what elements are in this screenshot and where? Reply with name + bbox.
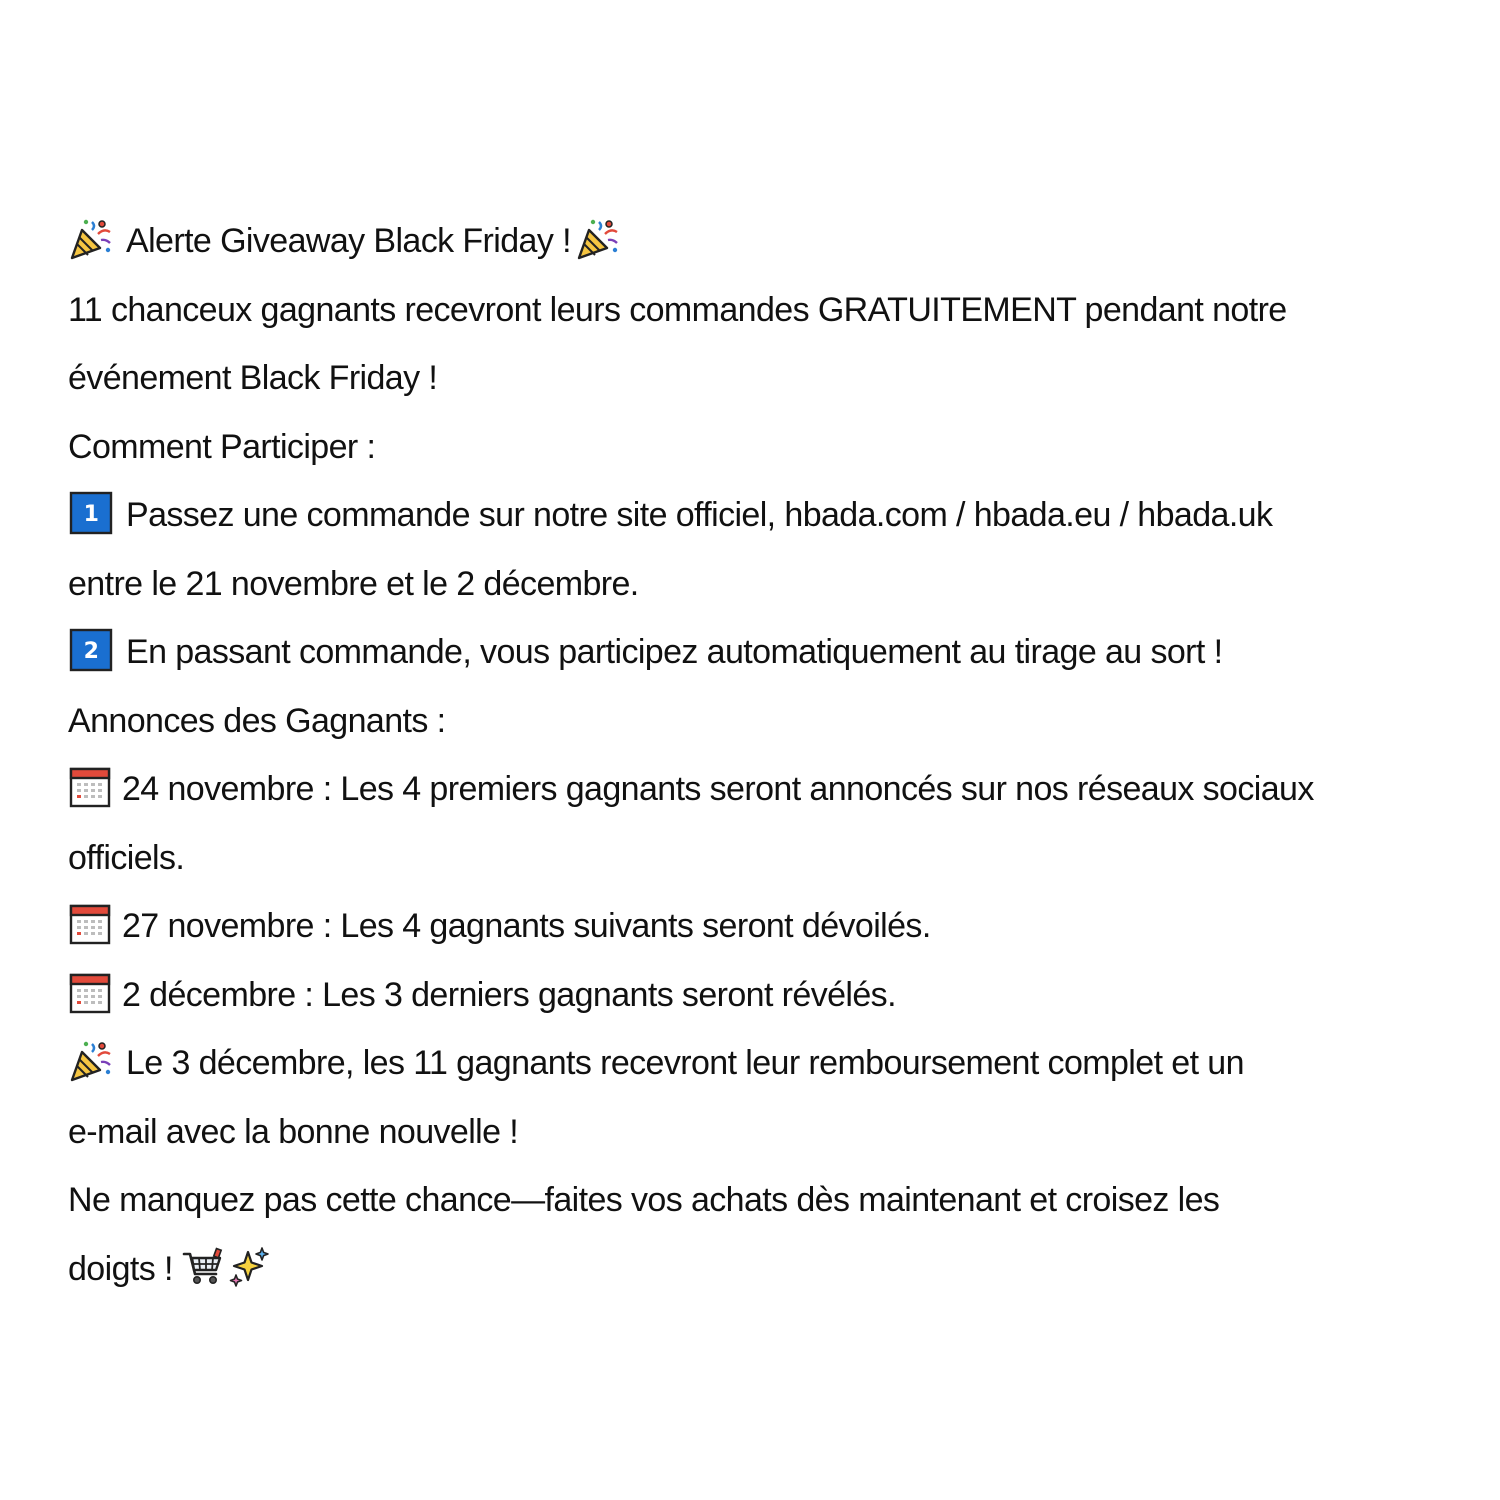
how-to-heading: Comment Participer : [68,427,376,466]
date-2-line [68,892,1458,961]
keycap-2-label: 2 [83,639,99,665]
date-2-text: 27 novembre : Les 4 gagnants suivants seront dévoilés. [122,907,931,945]
step-1-line-2: entre le 21 novembre et le 2 décembre. [68,564,639,603]
party-popper-icon [575,216,621,262]
closing-line-1: Ne manquez pas cette chance—faites vos achats dès maintenant et croisez les [68,1181,1220,1219]
intro-line-1: 11 chanceux gagnants recevront leurs commandes GRATUITEMENT pendant notre [68,290,1287,329]
calendar-icon [68,765,112,809]
post-title: Alerte Giveaway Black Friday ! [126,222,571,260]
calendar-icon [68,971,112,1015]
closing-text: doigts ! [68,1249,173,1288]
date-1-text: 24 novembre : Les 4 premiers gagnants seront annoncés sur nos réseaux sociaux [122,770,1314,808]
date-3-text: 2 décembre : Les 3 derniers gagnants seront révélés. [122,975,896,1014]
title-line [68,207,1458,276]
keycap-2-icon [68,627,114,673]
refund-line-2: e-mail avec la bonne nouvelle ! [68,1112,519,1151]
closing-line-2 [68,1235,1458,1304]
party-popper-icon [68,1038,114,1084]
refund-line [68,1029,1458,1098]
giveaway-post [68,207,1458,1303]
date-1-line-2: officiels. [68,838,185,877]
date-3-line [68,961,1458,1030]
date-1-line [68,755,1458,824]
step-1-text: Passez une commande sur notre site officiel, hbada.com / hbada.eu / hbada.uk [126,496,1273,534]
refund-text: Le 3 décembre, les 11 gagnants recevront leur remboursement complet et un [126,1044,1244,1082]
intro-line-2: événement Black Friday ! [68,359,438,397]
step-2-line [68,618,1458,687]
winners-heading: Annonces des Gagnants : [68,701,446,740]
party-popper-icon [68,216,114,262]
step-2-text: En passant commande, vous participez automatiquement au tirage au sort ! [126,633,1223,671]
shopping-cart-icon [182,1246,224,1288]
keycap-1-icon [68,490,114,536]
calendar-icon [68,902,112,946]
keycap-1-label: 1 [83,502,99,528]
step-1-line [68,481,1458,550]
sparkles-icon [228,1246,270,1288]
